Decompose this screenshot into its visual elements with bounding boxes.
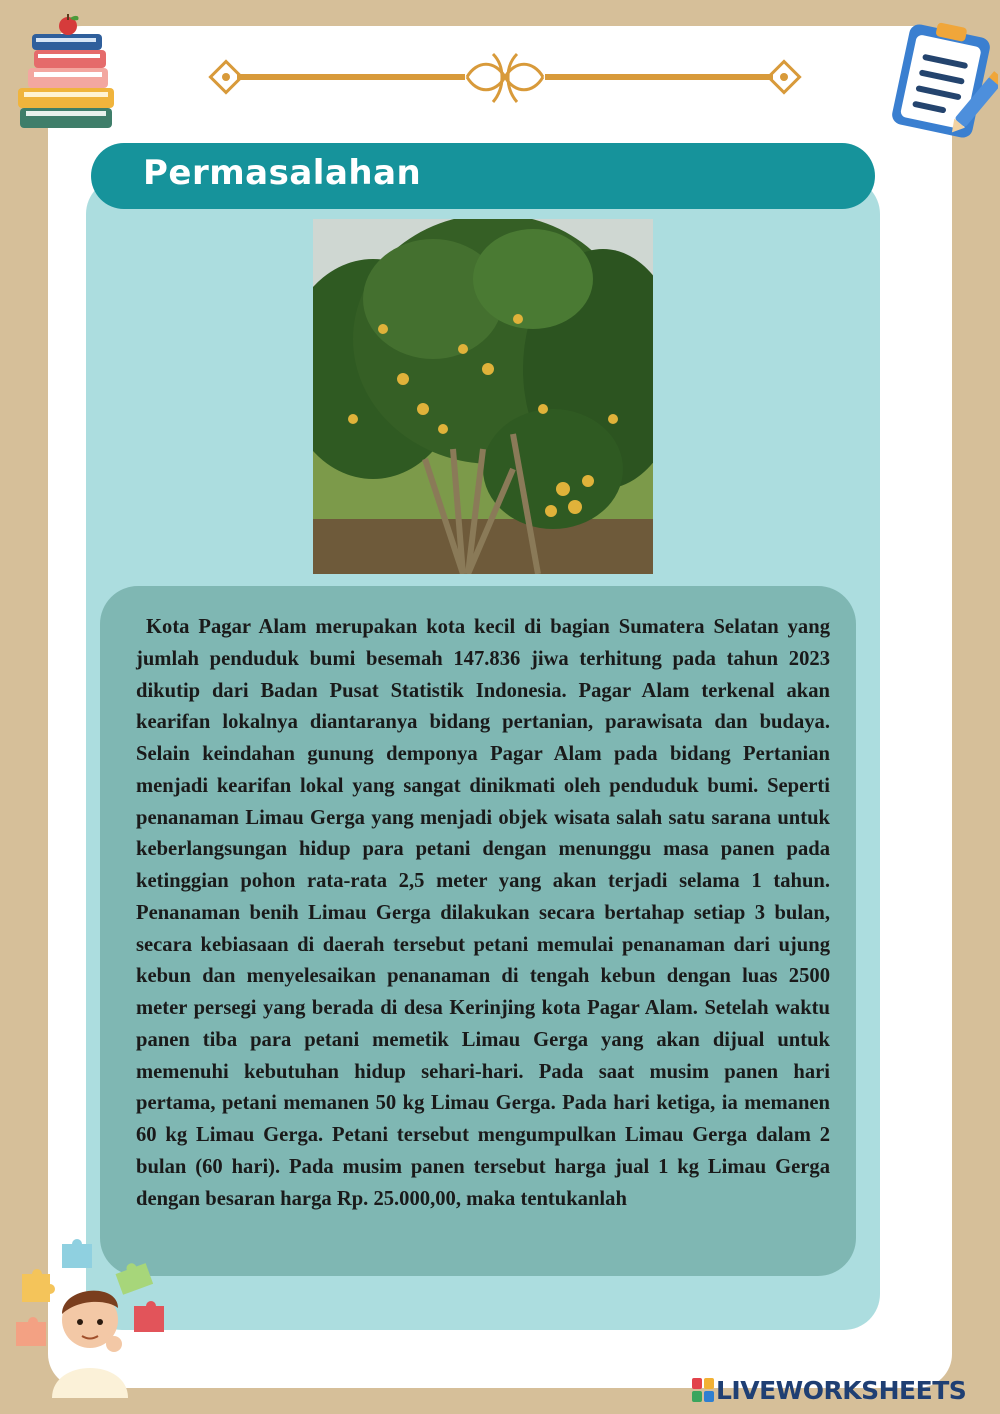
liveworksheets-brand <box>692 1374 966 1406</box>
section-header <box>91 143 875 209</box>
brand-name: LIVEWORKSHEETS <box>716 1375 967 1405</box>
clipboard-pencil-icon <box>892 10 998 142</box>
thinking-kid-puzzle-icon <box>10 1238 170 1398</box>
problem-text-box <box>100 586 856 1276</box>
problem-text: Kota Pagar Alam merupakan kota kecil di bagian Sumatera Selatan yang jumlah penduduk bumi besemah 147.836 jiwa terhitung pada tahun 2023 dikutip dari Badan Pusat Statistik Indonesia. Pagar Alam terkenal akan kearifan lokalnya diantaranya bidang pertanian, parawisata dan budaya. Selain keindahan gunung demponya Pagar Alam pada bidang Pertanian menjadi kearifan lokal yang sangat dinikmati oleh penduduk bumi. Seperti penanaman Limau Gerga yang menjadi objek wisata salah satu sarana untuk keberlangsungan hidup para petani dengan menunggu masa panen pada ketinggian pohon rata-rata 2,5 meter yang akan terjadi selama 1 tahun. Penanaman benih Limau Gerga dilakukan secara bertahap setiap 3 bulan, secara kebiasaan di daerah tersebut petani memulai penanaman dari ujung kebun dan menyelesaikan penanaman di tengah kebun dengan luas 2500 meter persegi yang berada di desa Kerinjing kota Pagar Alam. Setelah waktu panen tiba para petani memetik Limau Gerga yang akan dijual untuk memenuhi kebutuhan hidup sehari-hari. Pada saat musim panen hari pertama, petani memanen 50 kg Limau Gerga. Pada hari ketiga, ia memanen 60 kg Limau Gerga. Petani tersebut mengumpulkan Limau Gerga dalam 2 bulan (60 hari). Pada musim panen tersebut harga jual 1 kg Limau Gerga dengan besaran harga Rp. 25.000,00, maka tentukanlah <box>136 616 830 1210</box>
ornament-divider-icon <box>205 46 805 110</box>
books-apple-icon <box>14 12 118 136</box>
orange-tree-photo <box>313 219 653 574</box>
section-title: Permasalahan <box>143 153 422 193</box>
liveworksheets-logo-icon <box>692 1378 714 1402</box>
